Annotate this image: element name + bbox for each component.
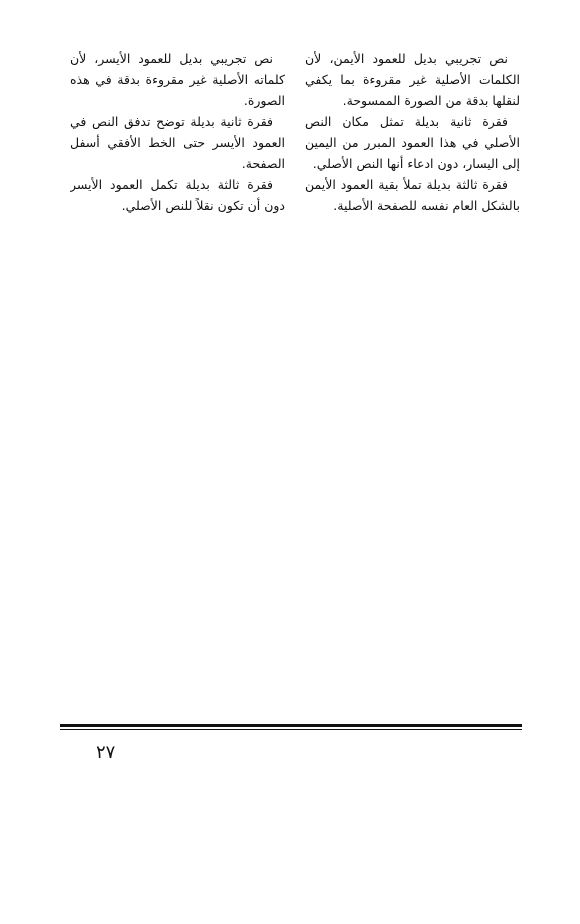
column-right [305,48,520,720]
paragraph: نص تجريبي بديل للعمود الأيسر، لأن كلماته الأصلية غير مقروءة بدقة في هذه الصورة. [70,51,285,108]
paragraph: فقرة ثالثة بديلة تملأ بقية العمود الأيمن بالشكل العام نفسه للصفحة الأصلية. [305,177,520,213]
footer-rule-thin [60,729,522,730]
paragraph: فقرة ثالثة بديلة تكمل العمود الأيسر دون أن تكون نقلاً للنص الأصلي. [70,177,285,213]
paragraph: نص تجريبي بديل للعمود الأيمن، لأن الكلمات الأصلية غير مقروءة بما يكفي لنقلها بدقة من الصورة الممسوحة. [305,51,520,108]
paragraph: فقرة ثانية بديلة توضح تدفق النص في العمود الأيسر حتى الخط الأفقي أسفل الصفحة. [70,114,285,171]
footer-rule-thick [60,724,522,727]
column-left [70,48,285,720]
paragraph: فقرة ثانية بديلة تمثل مكان النص الأصلي في هذا العمود المبرر من اليمين إلى اليسار، دون ادعاء أنها النص الأصلي. [305,114,520,171]
page-number: ٢٧ [96,742,116,763]
text-columns [70,48,520,720]
